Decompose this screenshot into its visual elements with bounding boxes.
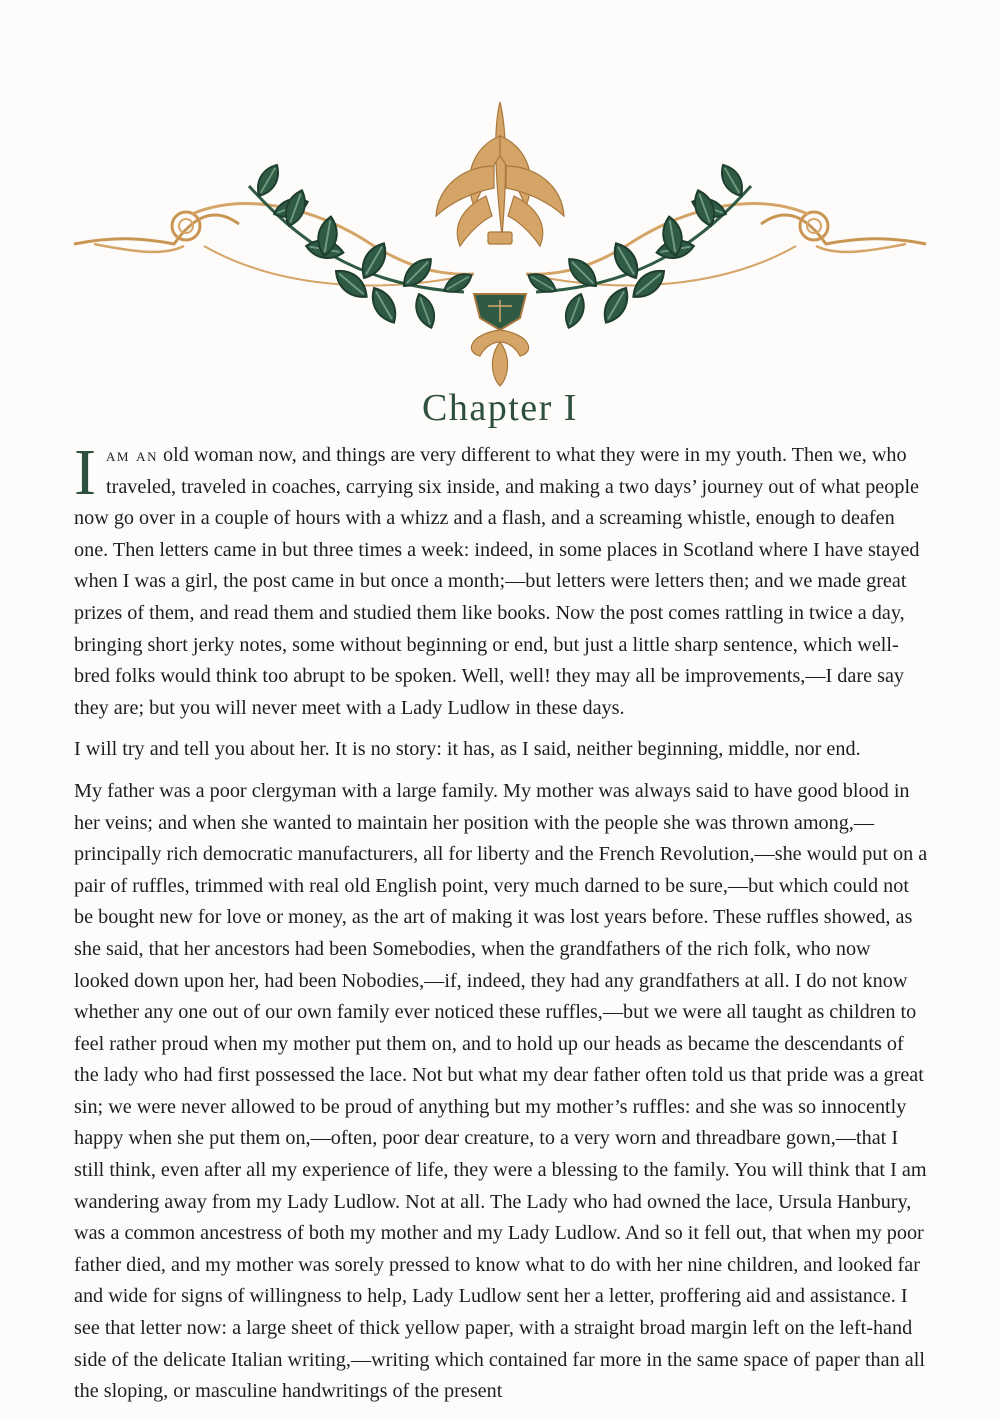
paragraph-1 — [74, 436, 930, 724]
drop-cap: I — [74, 436, 96, 509]
opening-small-caps: am an — [105, 445, 158, 466]
paragraph-3: My father was a poor clergyman with a large family. My mother was always said to have good blood in her veins; and when she wanted to maintain her position with the people she was thrown among,—principally rich democratic manufacturers, all for liberty and the French Revolution,—she would put on a pair of ruffles, trimmed with real old English point, very much darned to be sure,—but which could not be bought new for love or money, as the art of making it was lost years before. These ruffles showed, as she said, that her ancestors had been Somebodies, when the grandfathers of the rich folk, who now looked down upon her, had been Nobodies,—if, indeed, they had any grandfathers at all. I do not know whether any one out of our own family ever noticed these ruffles,—but we were all taught as children to feel rather proud when my mother put them on, and to hold up our heads as became the descendants of the lady who had first possessed the lace. Not but what my dear father often told us that pride was a great sin; we were never allowed to be proud of anything but my mother’s ruffles: and she was so innocently happy when she put them on,—often, poor dear creature, to a very worn and threadbare gown,—that I still think, even after all my experience of life, they were a blessing to the family. You will think that I am wandering away from my Lady Ludlow. Not at all. The Lady who had owned the lace, Ursula Hanbury, was a common ancestress of both my mother and my Lady Ludlow. And so it fell out, that when my poor father died, and my mother was sorely pressed to know what to do with her nine children, and looked far and wide for signs of willingness to help, Lady Ludlow sent her a letter, proffering aid and assistance. I see that letter now: a large sheet of thick yellow paper, with a straight broad margin left on the left-hand side of the delicate Italian writing,—writing which contained far more in the same space of paper than all the sloping, or masculine handwritings of the present — [74, 779, 928, 1403]
paragraph-2: I will try and tell you about her. It is no story: it has, as I said, neither beginning, middle, nor end. — [74, 738, 861, 761]
chapter-ornament — [74, 96, 926, 388]
chapter-text — [74, 436, 930, 1418]
paragraph-1-text: old woman now, and things are very different to what they were in my youth. Then we, who traveled, traveled in coaches, carrying six inside, and making a two days’ journey out of what people now go over in a couple of hours with a whizz and a flash, and a screaming whistle, enough to deafen one. Then letters came in but three times a week: indeed, in some places in Scotland where I have stayed when I was a girl, the post came in but once a month;—but letters were letters then; and we made great prizes of them, and read them and studied them like books. Now the post comes rattling in twice a day, bringing short jerky notes, some without beginning or end, but just a little sharp sentence, which well-bred folks would think too abrupt to be spoken. Well, well! they may all be improvements,—I dare say they are; but you will never meet with a Lady Ludlow in these days. — [74, 444, 920, 719]
chapter-title: Chapter I — [422, 387, 578, 429]
